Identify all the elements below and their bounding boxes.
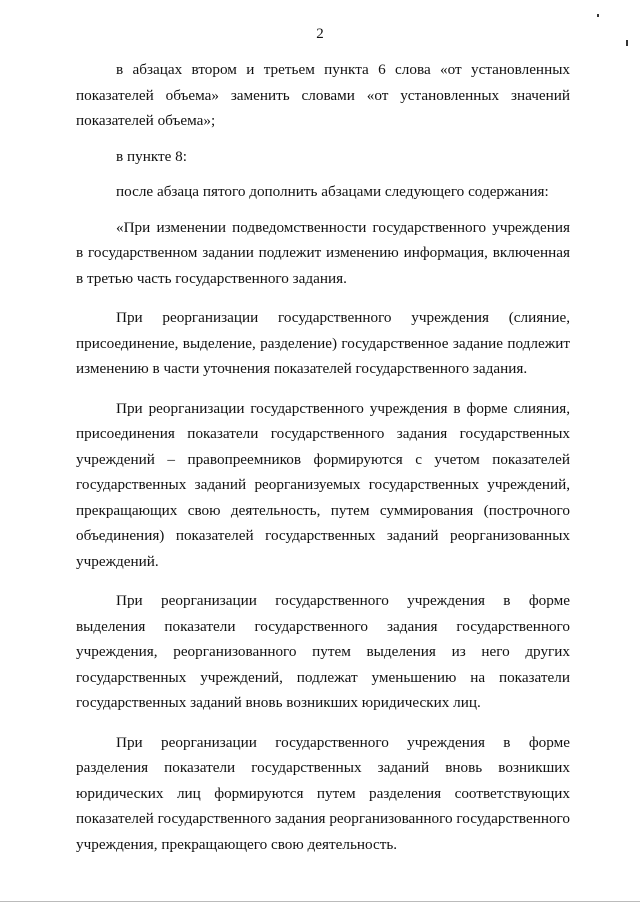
scan-speck: [597, 14, 599, 17]
paragraph-6: При реорганизации государственного учреждения в форме слияния, присоединения показатели государственного задания государственных учреждений – правопреемников формируются с учетом показателей государственных заданий реорганизуемых государственных учреждений, прекращающих свою деятельность, путем суммирования (построчного объединения) показателей государственных заданий реорганизованных учреждений.: [76, 399, 570, 570]
paragraph-1: в абзацах втором и третьем пункта 6 слова «от установленных показателей объема» заменить словами «от установленных значений показателей объема»;: [76, 61, 570, 129]
page-number: 2: [316, 26, 324, 42]
paragraph-5: При реорганизации государственного учреждения (слияние, присоединение, выделение, разделение) государственное задание подлежит изменению в части уточнения показателей государственного задания.: [76, 309, 570, 377]
paragraph-3: после абзаца пятого дополнить абзацами следующего содержания:: [116, 183, 549, 200]
paragraph-7: При реорганизации государственного учреждения в форме выделения показатели государственного задания государственного учреждения, реорганизованного путем выделения из него других государственных учреждений, подлежат уменьшению на показатели государственных заданий вновь возникших юридических лиц.: [76, 592, 570, 711]
paragraph-4: «При изменении подведомственности государственного учреждения в государственном задании подлежит изменению информация, включенная в третью часть государственного задания.: [76, 218, 570, 287]
paragraph-8: При реорганизации государственного учреждения в форме разделения показатели государственных заданий вновь возникших юридических лиц формируются путем разделения соответствующих показателей государственного задания реорганизованного государственного учреждения, прекращающего свою деятельность.: [76, 733, 570, 853]
scan-speck: [626, 40, 628, 46]
paragraph-2: в пункте 8:: [116, 147, 187, 165]
document-body: [76, 57, 570, 857]
scan-edge-line: [0, 901, 640, 902]
